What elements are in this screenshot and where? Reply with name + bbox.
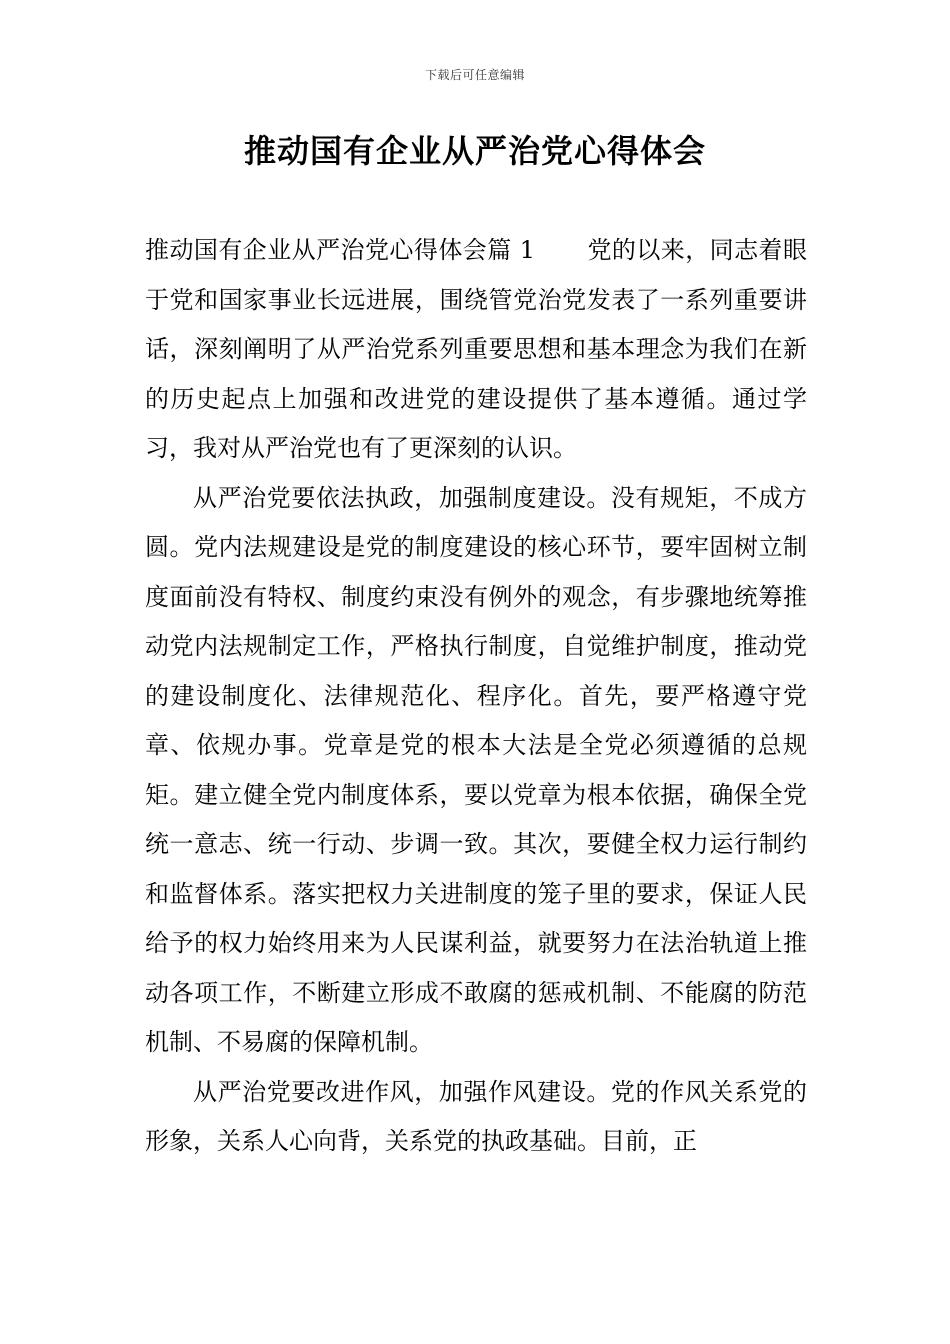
intro-paragraph [145,226,807,474]
paragraph-rule-of-law: 从严治党要依法执政，加强制度建设。没有规矩，不成方圆。党内法规建设是党的制度建设的核心环节，要牢固树立制度面前没有特权、制度约束没有例外的观念，有步骤地统筹推动党内法规制定工作，严格执行制度，自觉维护制度，推动党的建设制度化、法律规范化、程序化。首先，要严格遵守党章、依规办事。党章是党的根本大法是全党必须遵循的总规矩。建立健全党内制度体系，要以党章为根本依据，确保全党统一意志、统一行动、步调一致。其次，要健全权力运行制约和监督体系。落实把权力关进制度的笼子里的要求，保证人民给予的权力始终用来为人民谋利益，就要努力在法治轨道上推动各项工作，不断建立形成不敢腐的惩戒机制、不能腐的防范机制、不易腐的保障机制。 [145,483,807,1056]
document-body [145,226,807,1167]
intro-lead: 推动国有企业从严治党心得体会篇 1 [145,236,535,264]
header-note: 下载后可任意编辑 [424,68,525,82]
document-title: 推动国有企业从严治党心得体会 [243,132,706,170]
intro-text: 党的以来，同志着眼于党和国家事业长远进展，围绕管党治党发表了一系列重要讲话，深刻阐明了从严治党系列重要思想和基本理念为我们在新的历史起点上加强和改进党的建设提供了基本遵循。通过学习，我对从严治党也有了更深刻的认识。 [145,236,807,462]
paragraph-work-style: 从严治党要改进作风，加强作风建设。党的作风关系党的形象，关系人心向背，关系党的执政基础。目前，正 [145,1077,807,1155]
